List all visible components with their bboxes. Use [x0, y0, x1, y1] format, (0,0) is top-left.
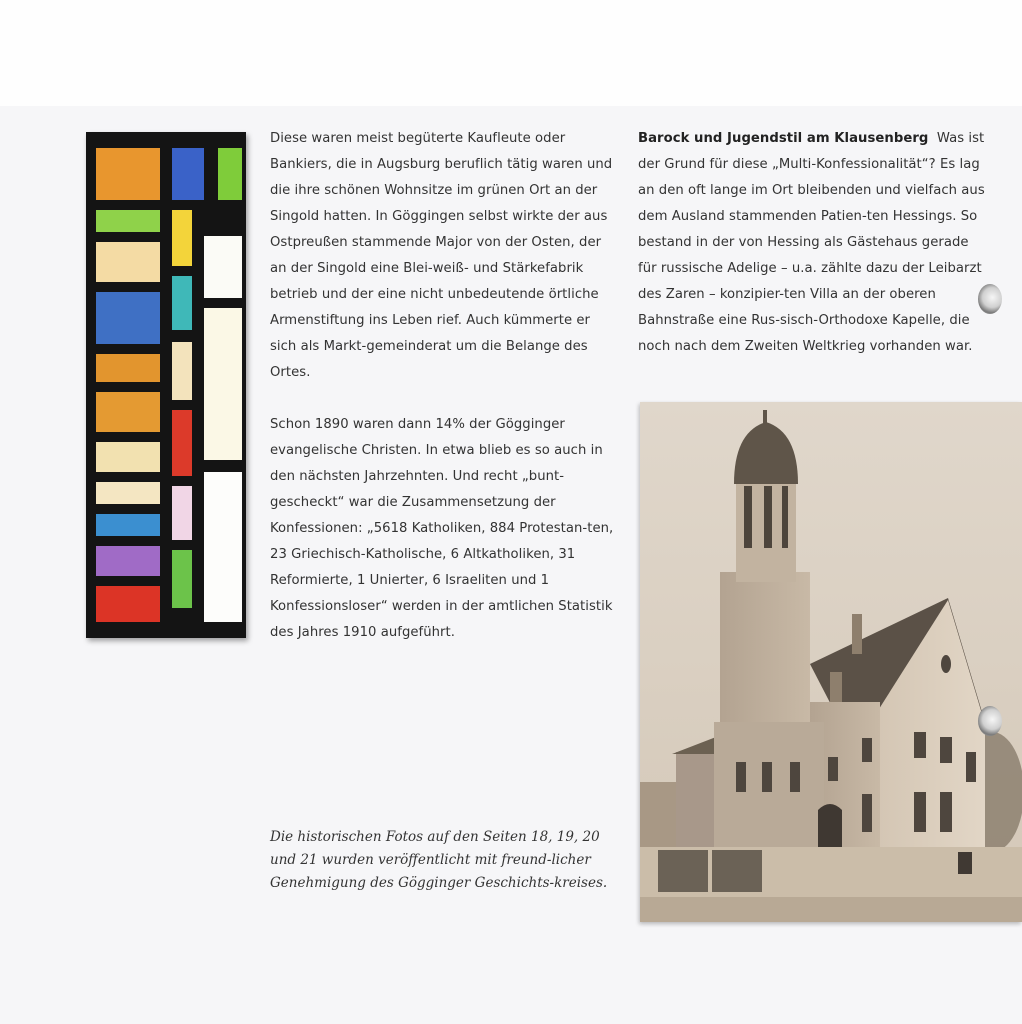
stained-glass-image: [86, 132, 246, 638]
section-heading: Barock und Jugendstil am Klausenberg: [638, 131, 929, 146]
paragraph-merchants: Diese waren meist begüterte Kaufleute oder Bankiers, die in Augsburg beruflich tätig waren und die ihre schönen Wohnsitze im grünen Ort an der Singold hatten. In Göggingen selbst wirkte der aus Ostpreußen stammende Major von der Osten, der an der Singold eine Blei-weiß- und Stärkefabrik betrieb und der eine nicht unbedeutende örtliche Armenstiftung ins Leben rief. Auch kümmerte er sich als Markt-gemeinderat um die Belange des Ortes.: [270, 131, 613, 380]
photo-credit-caption: Die historischen Fotos auf den Seiten 18, 19, 20 und 21 wurden veröffentlicht mit freund-licher Genehmigung des Gögginger Geschichts-kreises.: [270, 829, 608, 891]
section-text: Was ist der Grund für diese „Multi-Konfessionalität“? Es lag an den oft lange im Ort bleibenden und vielfach aus dem Ausland stammenden Patien-ten Hessings. So bestand in der von Hessing als Gästehaus gerade für russische Adelige – u.a. zählte dazu der Leibarzt des Zaren – konzipier-ten Villa an der oberen Bahnstraße eine Rus-sisch-Orthodoxe Kapelle, die noch nach dem Zweiten Weltkrieg vorhanden war.: [638, 131, 985, 354]
historic-church-photo: [640, 402, 1022, 922]
paragraph-klausenberg: [638, 126, 990, 360]
top-margin: [0, 0, 1022, 106]
binder-hole-upper: [978, 284, 1002, 314]
text-column-middle: [270, 126, 620, 646]
paragraph-statistics: Schon 1890 waren dann 14% der Gögginger evangelische Christen. In etwa blieb es so auch in den nächsten Jahrzehnten. Und recht „bunt-gescheckt“ war die Zusammensetzung der Konfessionen: „5618 Katholiken, 884 Protestan-ten, 23 Griechisch-Katholische, 6 Altkatholiken, 31 Reformierte, 1 Unierter, 6 Israeliten und 1 Konfessionsloser“ werden in der amtlichen Statistik des Jahres 1910 aufgeführt.: [270, 417, 614, 640]
binder-hole-lower: [978, 706, 1002, 736]
text-column-right: [638, 126, 990, 360]
